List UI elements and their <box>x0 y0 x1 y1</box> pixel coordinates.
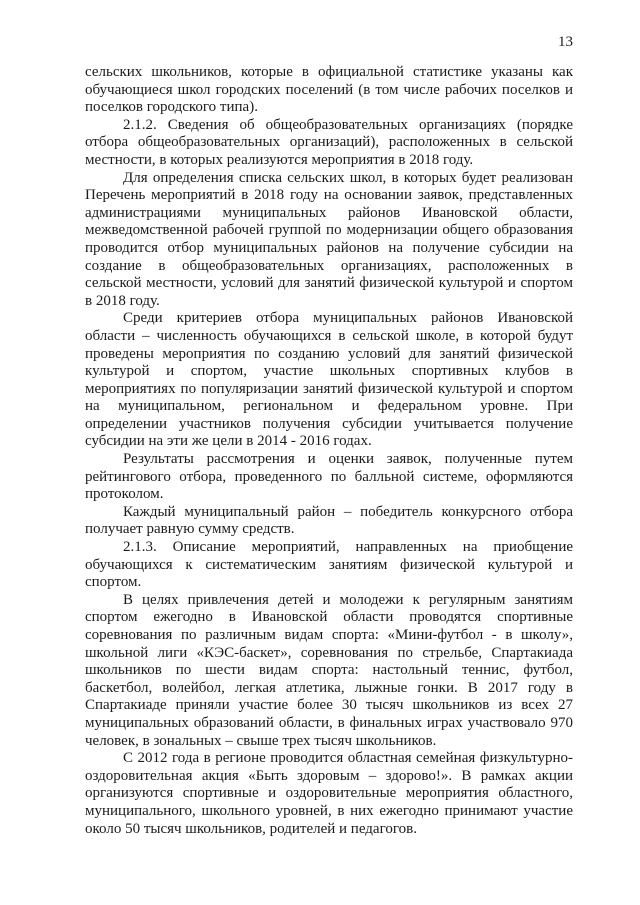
text-line: Перечень мероприятий в 2018 году на основании заявок, представленных <box>85 187 573 204</box>
text-line: на муниципальном, региональном и федеральном уровне. При <box>85 398 573 415</box>
paragraph <box>85 750 573 838</box>
text-line: отбора общеобразовательных организаций), расположенных в сельской <box>85 134 573 151</box>
text-line: школьников по шести видам спорта: настольный теннис, футбол, <box>85 662 573 679</box>
text-line: администрациями муниципальных районов Ивановской области, <box>85 204 573 221</box>
text-line: протоколом. <box>85 486 164 503</box>
text-line: 2.1.2. Сведения об общеобразовательных организациях (порядке <box>123 116 573 133</box>
text-line: Среди критериев отбора муниципальных районов Ивановской <box>123 310 573 327</box>
text-line: субсидии на эти же цели в 2014 - 2016 годах. <box>85 433 372 450</box>
text-line: соревнования по различным видам спорта: «Мини-футбол - в школу», <box>85 627 573 643</box>
text-line: муниципального, школьного уровней, в них ежегодно принимают участие <box>85 802 573 819</box>
text-line: муниципальных образований области, в финальных играх участвовало 970 <box>85 714 573 731</box>
paragraph <box>85 170 573 311</box>
text-line: Для определения списка сельских школ, в которых будет реализован <box>123 169 573 186</box>
text-line: 2.1.3. Описание мероприятий, направленных на приобщение <box>123 539 573 556</box>
text-line: спортом. <box>85 574 142 591</box>
text-line: человек, в зональных – свыше трех тысяч школьников. <box>85 732 437 749</box>
paragraph <box>85 504 573 539</box>
text-line: культурой и спортом, участие школьных спортивных клубов в <box>85 363 573 380</box>
text-line: области – численность обучающихся в сельской школе, в которой будут <box>85 327 573 344</box>
text-line: проведены мероприятия по созданию условий для занятий физической <box>85 345 573 362</box>
text-line: В целях привлечения детей и молодежи к регулярным занятиям <box>123 591 573 608</box>
text-line: баскетбол, волейбол, легкая атлетика, лыжные гонки. В 2017 году в <box>85 679 573 696</box>
text-line: спортом ежегодно в Ивановской области проводятся спортивные <box>85 609 573 626</box>
text-line: Каждый муниципальный район – победитель конкурсного отбора <box>123 503 573 520</box>
text-line: рейтингового отбора, проведенного по балльной системе, оформляются <box>85 468 573 485</box>
text-line: мероприятиях по популяризации занятий физической культурой и спортом <box>85 380 573 397</box>
text-line: создание в общеобразовательных организациях, расположенных в <box>85 257 573 274</box>
text-line: оздоровительная акция «Быть здоровым – здорово!». В рамках акции <box>85 767 573 784</box>
page-number: 13 <box>558 34 573 50</box>
text-line: межведомственной рабочей группой по модернизации общего образования <box>85 222 573 239</box>
text-line: определении участников получения субсидии учитывается получение <box>85 415 573 432</box>
section-heading-2-1-2 <box>85 117 573 170</box>
text-line: обучающиеся школ городских поселений (в том числе рабочих поселков и <box>85 81 573 98</box>
text-line: проводится отбор муниципальных районов на получение субсидии на <box>85 239 573 256</box>
section-heading-2-1-3 <box>85 539 573 592</box>
text-line: Спартакиаде приняли участие более 30 тысяч школьников из всех 27 <box>85 697 573 714</box>
body-text <box>85 64 573 838</box>
text-line: сельских школьников, которые в официальной статистике указаны как <box>85 64 573 80</box>
text-line: получает равную сумму средств. <box>85 521 295 538</box>
paragraph <box>85 592 573 750</box>
text-line: школьной лиги «КЭС-баскет», соревнования по стрельбе, Спартакиада <box>85 644 573 661</box>
text-line: организуются спортивные и оздоровительные мероприятия областного, <box>85 785 573 802</box>
paragraph-continuation <box>85 64 573 117</box>
text-line: сельской местности, условий для занятий физической культурой и спортом <box>85 275 573 292</box>
paragraph <box>85 310 573 451</box>
text-line: в 2018 году. <box>85 292 160 309</box>
text-line: С 2012 года в регионе проводится областная семейная физкультурно- <box>123 750 573 767</box>
text-line: обучающихся к систематическим занятиям физической культурой и <box>85 556 573 573</box>
text-line: поселков городского типа). <box>85 99 258 116</box>
text-line: около 50 тысяч школьников, родителей и педагогов. <box>85 820 417 837</box>
paragraph <box>85 451 573 504</box>
text-line: местности, в которых реализуются мероприятия в 2018 году. <box>85 151 474 168</box>
text-line: Результаты рассмотрения и оценки заявок, полученные путем <box>123 451 573 468</box>
